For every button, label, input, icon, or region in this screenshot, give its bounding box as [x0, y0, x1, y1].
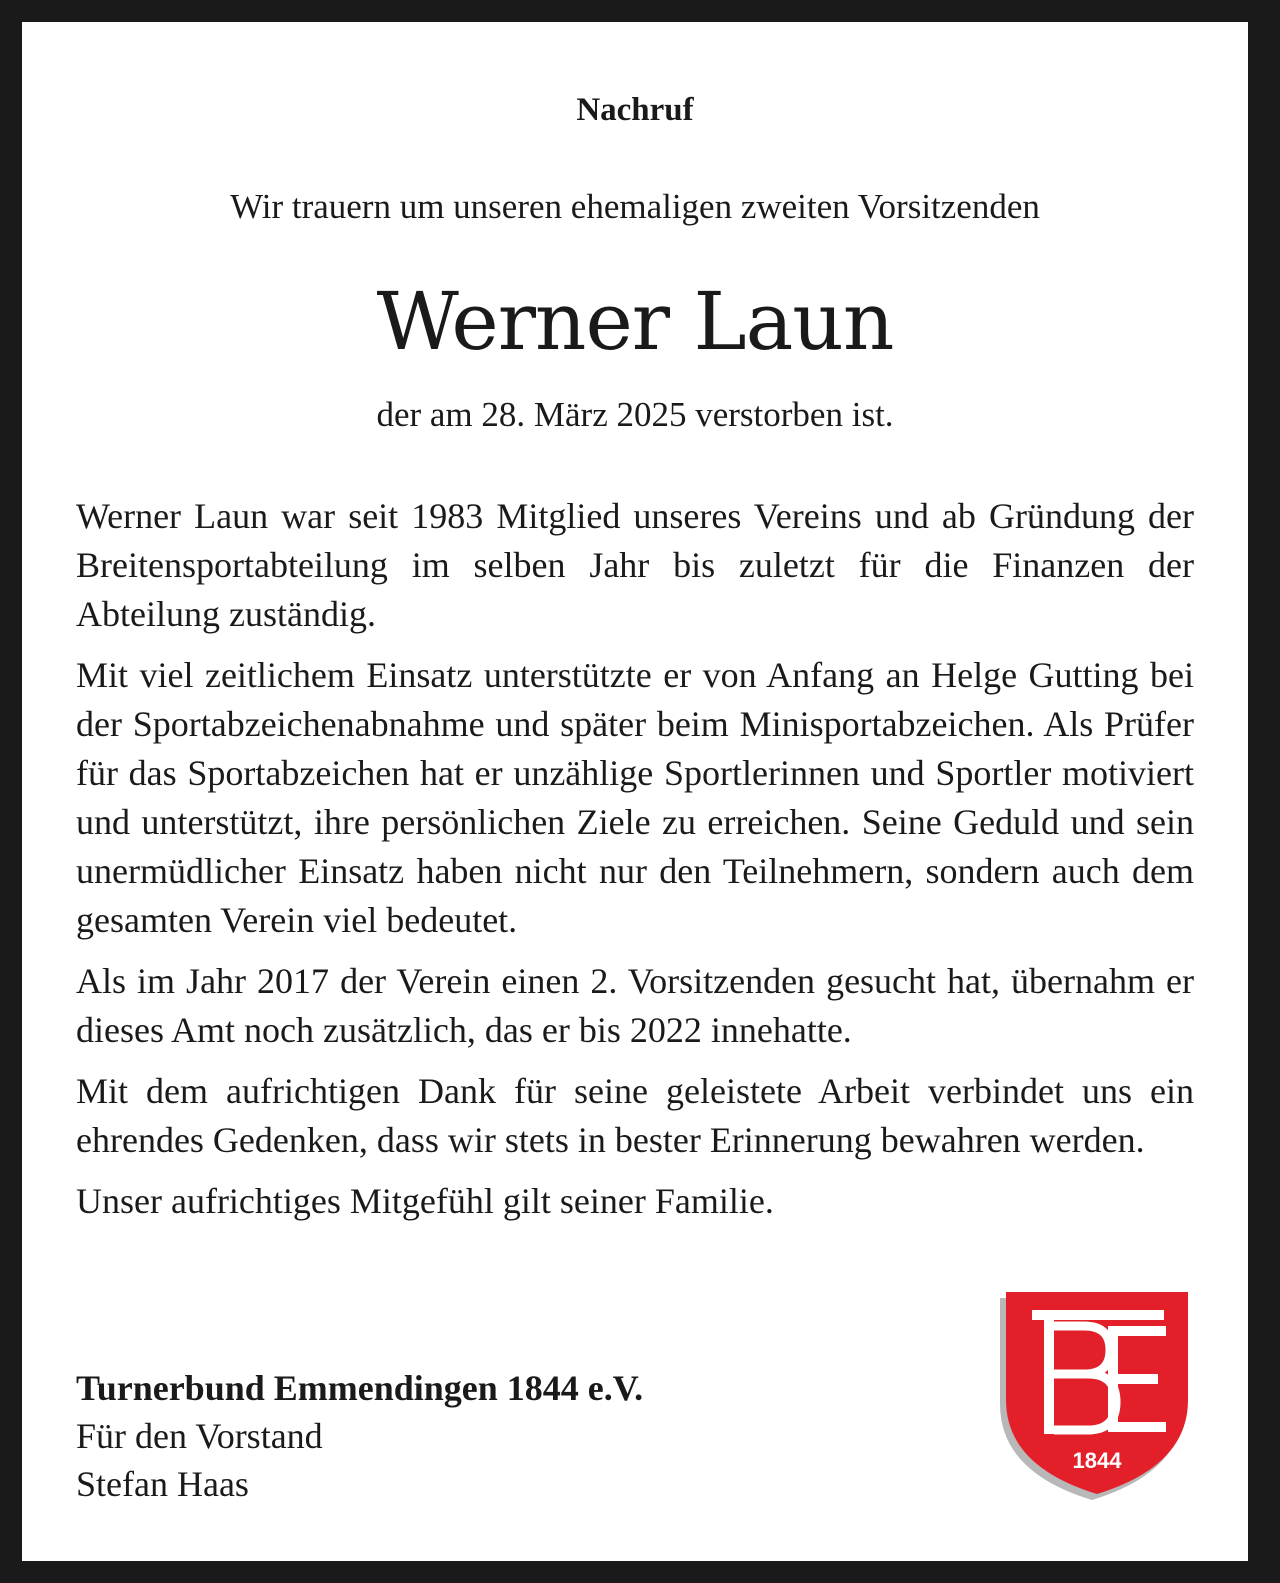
- paragraph-dank: Mit dem aufrichtigen Dank für seine geleistete Arbeit verbindet uns ein ehrendes Gedenken, dass wir stets in bester Erinnerung bewahren werden.: [76, 1071, 1194, 1160]
- organization-name: Turnerbund Emmendingen 1844 e.V.: [76, 1368, 644, 1408]
- club-logo-year: 1844: [1072, 1448, 1122, 1473]
- paragraph-mitgefuehl: Unser aufrichtiges Mitgefühl gilt seiner Familie.: [76, 1181, 774, 1221]
- intro-line: Wir trauern um unseren ehemaligen zweiten Vorsitzenden: [230, 187, 1040, 226]
- obituary-card: [22, 22, 1248, 1561]
- obituary-heading: Nachruf: [576, 92, 694, 128]
- signature-person: Stefan Haas: [76, 1464, 249, 1504]
- club-logo: [992, 1284, 1192, 1504]
- signature-role: Für den Vorstand: [76, 1416, 323, 1456]
- deceased-name: Werner Laun: [376, 275, 894, 368]
- obituary-body: [76, 492, 1194, 1238]
- signature-block: [76, 1364, 643, 1508]
- paragraph-sportabzeichen: Mit viel zeitlichem Einsatz unterstützte er von Anfang an Helge Gutting bei der Sportabzeichenabnahme und später beim Minisportabzeichen. Als Prüfer für das Sportabzeichen hat er unzählige Sportlerinnen und Sportler motiviert und unterstützt, ihre persönlichen Ziele zu erreichen. Seine Geduld und sein unermüdlicher Einsatz haben nicht nur den Teilnehmern, sondern auch dem gesamten Verein viel bedeutet.: [76, 655, 1194, 940]
- paragraph-vorsitz: Als im Jahr 2017 der Verein einen 2. Vorsitzenden gesucht hat, übernahm er dieses Amt noch zusätzlich, das er bis 2022 innehatte.: [76, 961, 1194, 1050]
- death-date-line: der am 28. März 2025 verstorben ist.: [376, 395, 894, 434]
- paragraph-membership: Werner Laun war seit 1983 Mitglied unseres Vereins und ab Gründung der Breitensportabteilung im selben Jahr bis zuletzt für die Finanzen der Abteilung zuständig.: [76, 496, 1194, 634]
